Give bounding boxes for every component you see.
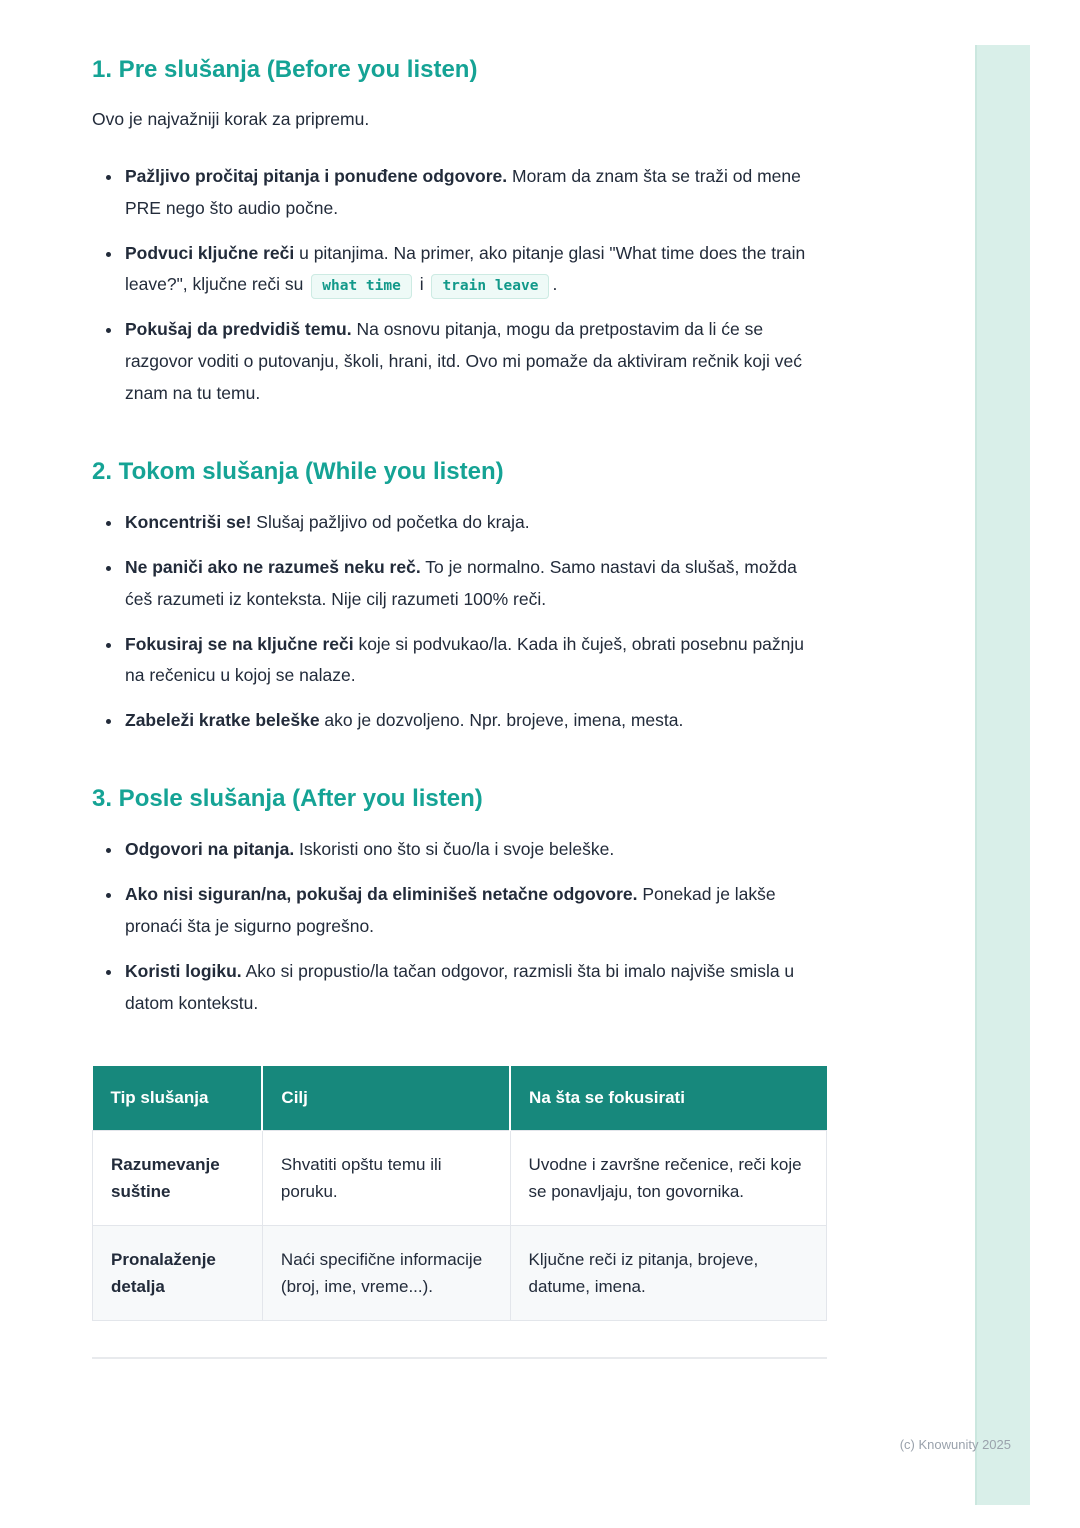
bullet-text: Moram da znam šta se traži od mene PRE nego što audio počne. — [125, 165, 801, 218]
section-heading: 2. Tokom slušanja (While you listen) — [92, 457, 504, 485]
section-heading: 1. Pre slušanja (Before you listen) — [92, 56, 478, 83]
table-header-cell: Tip slušanja — [93, 1066, 263, 1131]
listening-types-table — [92, 1066, 827, 1322]
table-header-cell: Na šta se fokusirati — [510, 1066, 826, 1131]
bullet-lead-bold: Odgovori na pitanja. — [125, 839, 295, 860]
bullet-lead-bold: Pažljivo pročitaj pitanja i ponuđene odgovore. — [125, 165, 508, 186]
section — [92, 456, 827, 737]
inline-code-chip: train leave — [431, 274, 549, 299]
right-mint-stripe — [975, 45, 1030, 1505]
table-body — [93, 1130, 827, 1321]
table-row — [93, 1225, 827, 1320]
bullet-lead-bold: Ako nisi siguran/na, pokušaj da eliminišeš netačne odgovore. — [125, 884, 638, 905]
bullet-text: Ako si propustio/la tačan odgovor, razmisli šta bi imalo najviše smisla u datom kontekstu. — [125, 960, 795, 1013]
section-heading: 3. Posle slušanja (After you listen) — [92, 785, 483, 813]
bullet-list — [92, 161, 827, 410]
bullet-list — [92, 834, 827, 1019]
bullet-text: Ponekad je lakše pronaći šta je sigurno pogrešno. — [125, 884, 776, 936]
bullet-text: . — [552, 274, 558, 295]
list-item — [123, 956, 827, 1020]
bullet-lead-bold: Pokušaj da predvidiš temu. — [125, 319, 352, 340]
bullet-lead-bold: Fokusiraj se na ključne reči — [125, 633, 354, 654]
table-cell: Ključne reči iz pitanja, brojeve, datume, imena. — [510, 1225, 826, 1320]
bullet-text: ako je dozvoljeno. Npr. brojeve, imena, mesta. — [319, 710, 684, 731]
footer-credit: (c) Knowunity 2025 — [899, 1437, 1011, 1452]
list-item — [123, 705, 827, 737]
list-item — [123, 552, 827, 616]
bullet-text: Slušaj pažljivo od početka do kraja. — [251, 512, 530, 533]
table-header-cell: Cilj — [262, 1066, 510, 1131]
table-cell: Shvatiti opštu temu ili poruku. — [262, 1130, 510, 1225]
bullet-lead-bold: Podvuci ključne reči — [125, 242, 295, 263]
bullet-text: Na osnovu pitanja, mogu da pretpostavim da li će se razgovor voditi o putovanju, školi, hrani, itd. Ovo mi pomaže da aktiviram rečnik koji već znam na tu temu. — [125, 319, 802, 403]
bullet-text: koje si podvukao/la. Kada ih čuješ, obrati posebnu pažnju na rečenicu u kojoj se nalaze. — [125, 633, 805, 686]
bottom-divider — [92, 1357, 827, 1359]
bullet-lead-bold: Ne paniči ako ne razumeš neku reč. — [125, 556, 421, 577]
table-cell: Pronalaženje detalja — [93, 1225, 263, 1320]
bullet-text: i — [414, 274, 429, 295]
list-item — [123, 314, 827, 410]
list-item — [123, 238, 827, 302]
list-item — [123, 834, 827, 866]
list-item — [123, 879, 827, 943]
table-cell: Razumevanje suštine — [93, 1130, 263, 1225]
list-item — [123, 629, 827, 693]
document-content — [92, 46, 827, 1359]
table-header-row — [93, 1066, 827, 1131]
section-intro: Ovo je najvažniji korak za pripremu. — [92, 109, 370, 130]
bullet-list — [92, 507, 827, 737]
inline-code-chip: what time — [311, 274, 412, 299]
bullet-lead-bold: Koncentriši se! — [125, 512, 252, 533]
section — [92, 54, 827, 410]
table-row — [93, 1130, 827, 1225]
table-cell: Uvodne i završne rečenice, reči koje se ponavljaju, ton govornika. — [510, 1130, 826, 1225]
bullet-lead-bold: Zabeleži kratke beleške — [125, 710, 320, 731]
bullet-text: Iskoristi ono što si čuo/la i svoje beleške. — [294, 839, 615, 860]
section — [92, 783, 827, 1019]
table-cell: Naći specifične informacije (broj, ime, vreme...). — [262, 1225, 510, 1320]
bullet-lead-bold: Koristi logiku. — [125, 960, 242, 981]
bullet-text: u pitanjima. Na primer, ako pitanje glasi "What time does the train leave?", ključne reči su — [125, 242, 806, 295]
bullet-text: To je normalno. Samo nastavi da slušaš, možda ćeš razumeti iz konteksta. Nije cilj razumeti 100% reči. — [125, 556, 797, 609]
sections — [92, 54, 827, 1020]
list-item — [123, 161, 827, 225]
list-item — [123, 507, 827, 539]
